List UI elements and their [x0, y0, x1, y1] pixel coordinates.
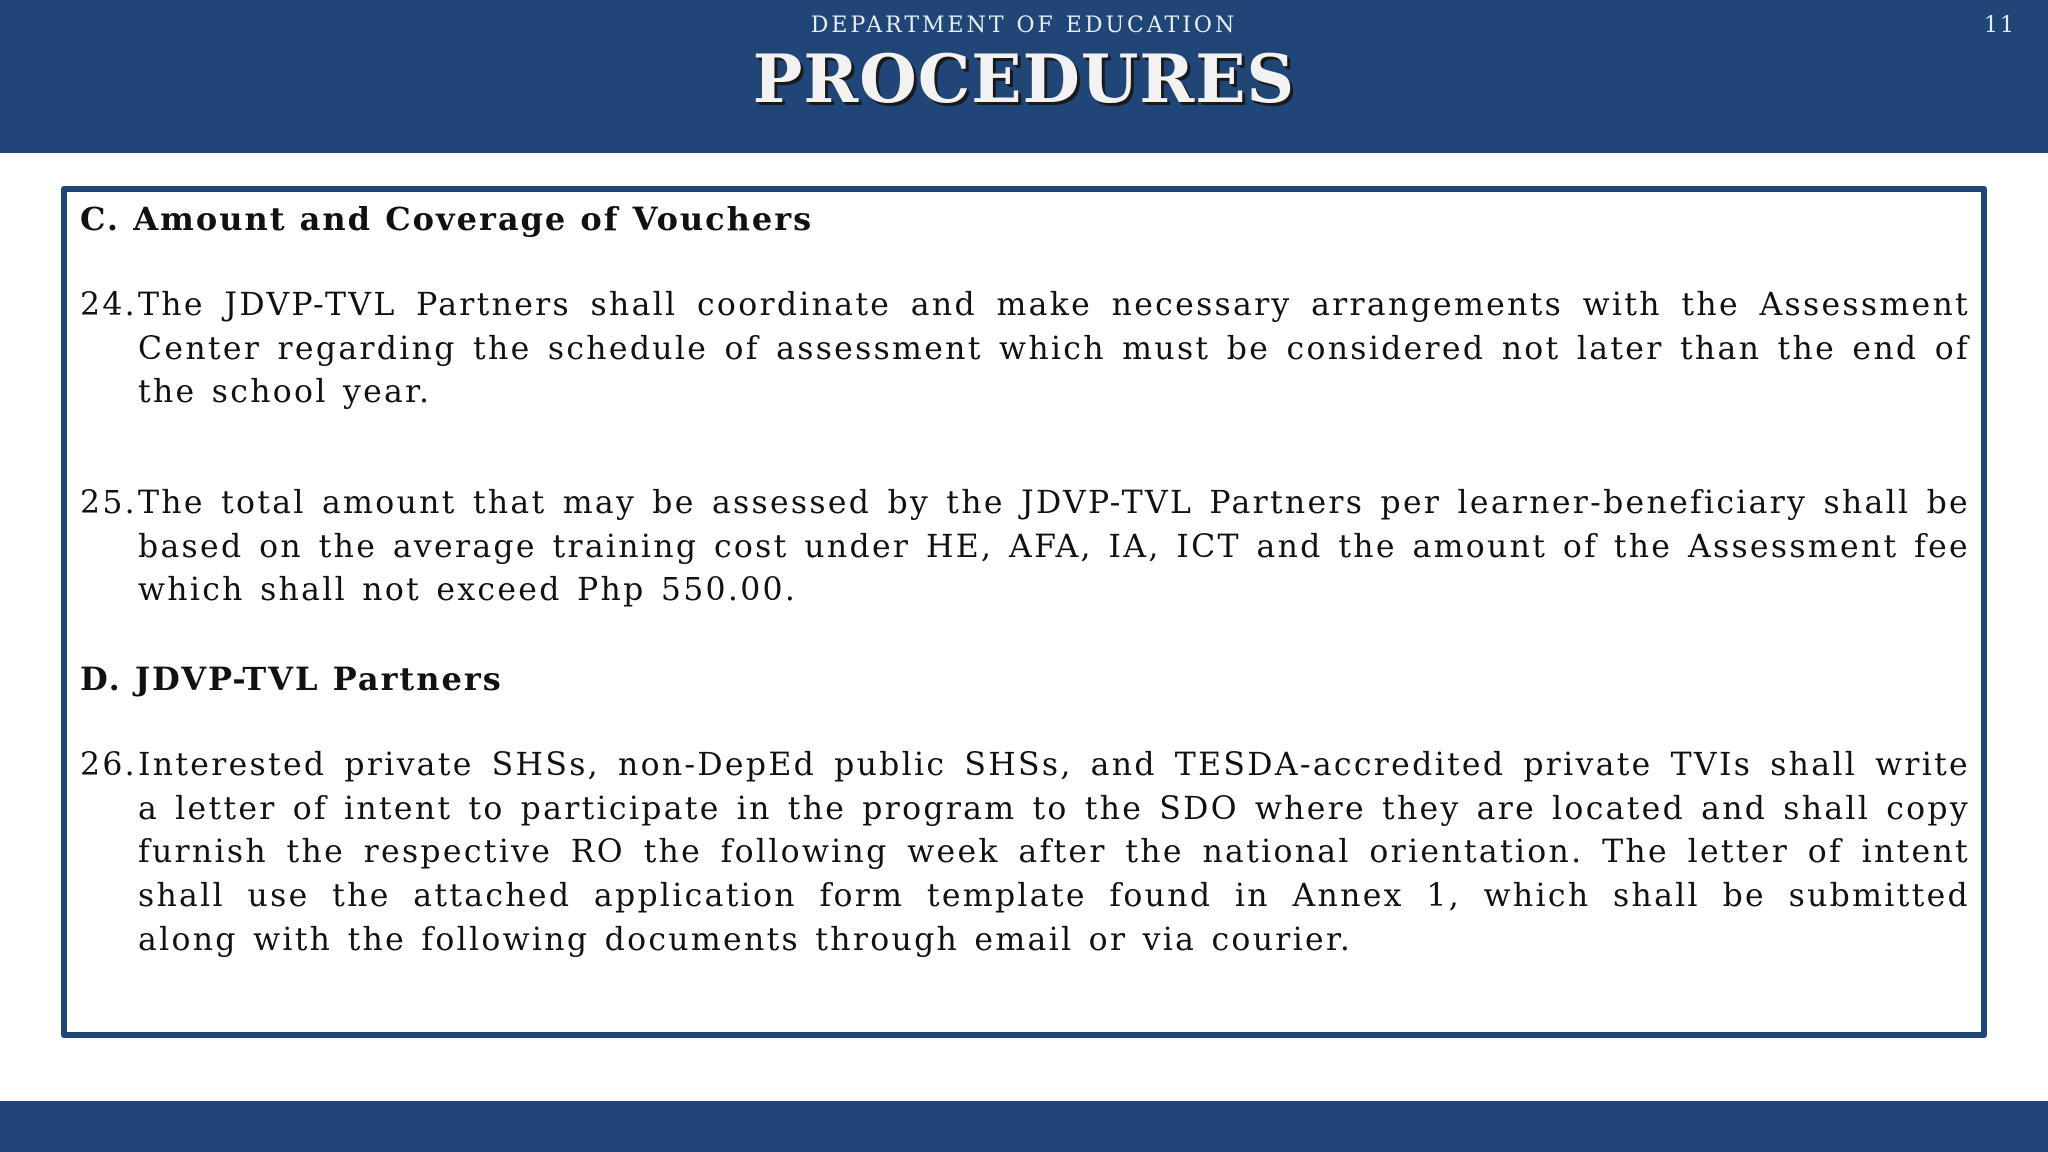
item-text: The total amount that may be assessed by the JDVP-TVL Partners per learner-beneficiary shall be based on the average training cost under HE, AFA, IA, ICT and the amount of the Assessment fee which shall not exceed Php 550.00.	[138, 485, 1970, 609]
list-item-26	[80, 744, 1970, 963]
item-number: 24.	[80, 287, 137, 323]
section-heading-d: D. JDVP-TVL Partners	[80, 660, 503, 698]
section-heading-c: C. Amount and Coverage of Vouchers	[80, 200, 814, 238]
footer-department-label: DEPARTMENT OF EDUCATION	[810, 13, 1238, 38]
page-number: 11	[1984, 13, 2016, 38]
item-text: Interested private SHSs, non-DepEd public SHSs, and TESDA-accredited private TVIs shall write a letter of intent to participate in the program to the SDO where they are located and shall copy furnish the respective RO the following week after the national orientation. The letter of intent shall use the attached application form template found in Annex 1, which shall be submitted along with the following documents through email or via courier.	[138, 747, 1970, 958]
item-text: The JDVP-TVL Partners shall coordinate and make necessary arrangements with the Assessment Center regarding the schedule of assessment which must be considered not later than the end of the school year.	[138, 287, 1970, 411]
item-number: 25.	[80, 485, 137, 521]
item-number: 26.	[80, 747, 137, 783]
list-item-24	[80, 284, 1970, 415]
list-item-25	[80, 482, 1970, 613]
footer-bar	[0, 1101, 2048, 1152]
page-title: PROCEDURES	[752, 40, 1296, 118]
